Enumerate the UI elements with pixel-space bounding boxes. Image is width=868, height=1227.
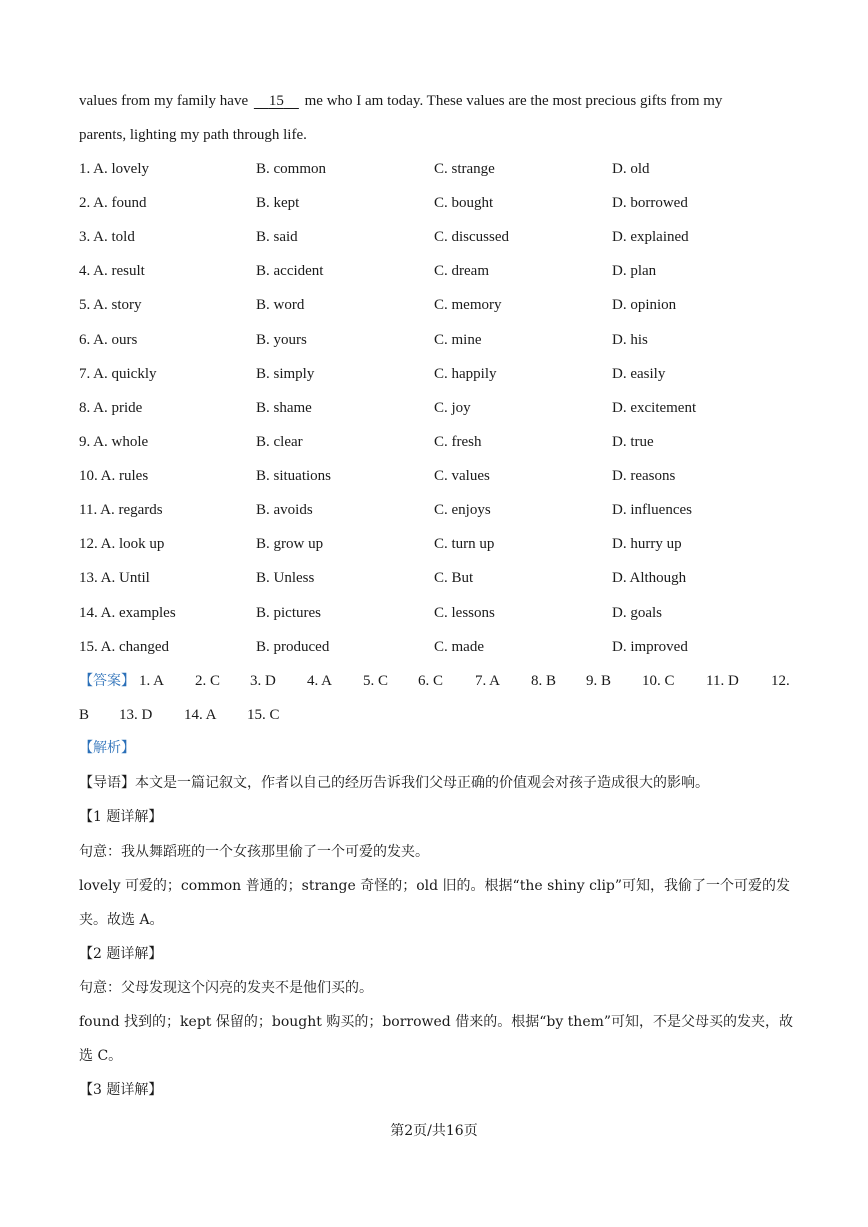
option-row-9 [79, 432, 799, 452]
answer-item: 12. [771, 673, 790, 689]
option-row-5 [79, 295, 799, 315]
option-a: 13. A. Until [79, 570, 150, 586]
option-a: 11. A. regards [79, 502, 163, 518]
option-b: B. produced [256, 639, 330, 655]
q1-explain-2: 夹。故选 A。 [79, 912, 164, 928]
passage-text-before-blank: values from my family have [79, 93, 252, 109]
page-number: 第2页/共16页 [390, 1123, 478, 1139]
option-a: 14. A. examples [79, 605, 176, 621]
option-b: B. grow up [256, 536, 324, 552]
option-c: C. joy [434, 400, 471, 416]
option-c: C. happily [434, 366, 497, 382]
option-c: C. fresh [434, 434, 482, 450]
option-row-7 [79, 364, 799, 384]
intro-tag: 【导语】 [79, 775, 135, 791]
option-d: D. old [612, 161, 650, 177]
option-b: B. kept [256, 195, 300, 211]
option-d: D. hurry up [612, 536, 682, 552]
passage-text-after-blank: me who I am today. These values are the most precious gifts from my [300, 93, 723, 109]
option-c: C. But [434, 570, 474, 586]
option-c: C. enjoys [434, 502, 491, 518]
answer-item: 3. D [250, 673, 276, 689]
option-c: C. memory [434, 297, 502, 313]
answer-item: 4. A [307, 673, 333, 689]
option-a: 5. A. story [79, 297, 142, 313]
answer-item: 10. C [642, 673, 675, 689]
option-c: C. discussed [434, 229, 509, 245]
answer-item: 2. C [195, 673, 221, 689]
option-row-10 [79, 466, 799, 486]
answer-row-1 [79, 671, 791, 691]
option-c: C. bought [434, 195, 494, 211]
option-a: 7. A. quickly [79, 366, 157, 382]
option-c: C. mine [434, 332, 482, 348]
option-row-2 [79, 193, 799, 213]
answer-item: B [79, 707, 90, 723]
option-d: D. improved [612, 639, 688, 655]
answer-item: 5. C [363, 673, 389, 689]
option-row-11 [79, 500, 799, 520]
answer-item: 14. A [184, 707, 217, 723]
option-row-3 [79, 227, 799, 247]
option-row-15 [79, 637, 799, 657]
q1-sentence: 句意：我从舞蹈班的一个女孩那里偷了一个可爱的发夹。 [79, 844, 429, 860]
option-b: B. yours [256, 332, 307, 348]
option-d: D. his [612, 332, 648, 348]
q1-heading: 【1 题详解】 [79, 809, 163, 825]
option-a: 10. A. rules [79, 468, 149, 484]
answer-item: 9. B [586, 673, 612, 689]
option-d: D. easily [612, 366, 666, 382]
option-d: D. true [612, 434, 654, 450]
answer-item: 1. A [139, 673, 165, 689]
q3-heading: 【3 题详解】 [79, 1082, 163, 1098]
intro-line [79, 773, 709, 793]
option-row-6 [79, 330, 799, 350]
option-d: D. influences [612, 502, 692, 518]
option-b: B. accident [256, 263, 324, 279]
option-b: B. simply [256, 366, 315, 382]
option-row-4 [79, 261, 799, 281]
answer-item: 8. B [531, 673, 557, 689]
option-d: D. reasons [612, 468, 676, 484]
blank-15: 15 [268, 93, 284, 109]
option-row-12 [79, 534, 799, 554]
option-d: D. plan [612, 263, 657, 279]
option-row-13 [79, 568, 799, 588]
option-c: C. lessons [434, 605, 495, 621]
passage-line-1 [79, 91, 722, 111]
option-b: B. situations [256, 468, 332, 484]
option-a: 12. A. look up [79, 536, 165, 552]
option-c: C. values [434, 468, 490, 484]
option-d: D. explained [612, 229, 689, 245]
option-a: 8. A. pride [79, 400, 143, 416]
option-c: C. made [434, 639, 484, 655]
option-d: D. Although [612, 570, 687, 586]
option-row-1 [79, 159, 799, 179]
option-d: D. excitement [612, 400, 697, 416]
answer-row-2 [79, 705, 791, 725]
option-b: B. shame [256, 400, 312, 416]
option-b: B. clear [256, 434, 303, 450]
intro-text: 本文是一篇记叙文，作者以自己的经历告诉我们父母正确的价值观会对孩子造成很大的影响。 [135, 775, 709, 791]
option-b: B. said [256, 229, 298, 245]
option-c: C. dream [434, 263, 489, 279]
answer-item: 13. D [119, 707, 153, 723]
q2-explain-2: 选 C。 [79, 1048, 123, 1064]
option-a: 1. A. lovely [79, 161, 149, 177]
q2-heading: 【2 题详解】 [79, 946, 163, 962]
answer-item: 7. A [475, 673, 501, 689]
option-a: 3. A. told [79, 229, 135, 245]
option-b: B. Unless [256, 570, 315, 586]
option-b: B. word [256, 297, 305, 313]
option-c: C. turn up [434, 536, 495, 552]
option-d: D. goals [612, 605, 662, 621]
answer-tag: 【答案】 [79, 673, 135, 689]
option-b: B. common [256, 161, 326, 177]
passage-line-2: parents, lighting my path through life. [79, 127, 307, 143]
option-row-8 [79, 398, 799, 418]
q1-explain-1: lovely 可爱的；common 普通的；strange 奇怪的；old 旧的。根据“the shiny clip”可知，我偷了一个可爱的发 [79, 878, 791, 894]
option-a: 4. A. result [79, 263, 145, 279]
option-a: 6. A. ours [79, 332, 138, 348]
option-d: D. borrowed [612, 195, 688, 211]
answer-item: 6. C [418, 673, 444, 689]
option-a: 9. A. whole [79, 434, 149, 450]
analysis-tag: 【解析】 [79, 740, 135, 756]
option-a: 15. A. changed [79, 639, 169, 655]
q2-sentence: 句意：父母发现这个闪亮的发夹不是他们买的。 [79, 980, 373, 996]
option-b: B. pictures [256, 605, 321, 621]
option-b: B. avoids [256, 502, 313, 518]
option-d: D. opinion [612, 297, 677, 313]
option-row-14 [79, 603, 799, 623]
answer-item: 11. D [706, 673, 739, 689]
answer-item: 15. C [247, 707, 280, 723]
option-c: C. strange [434, 161, 495, 177]
option-a: 2. A. found [79, 195, 147, 211]
q2-explain-1: found 找到的；kept 保留的；bought 购买的；borrowed 借来的。根据“by them”可知，不是父母买的发夹，故 [79, 1014, 794, 1030]
